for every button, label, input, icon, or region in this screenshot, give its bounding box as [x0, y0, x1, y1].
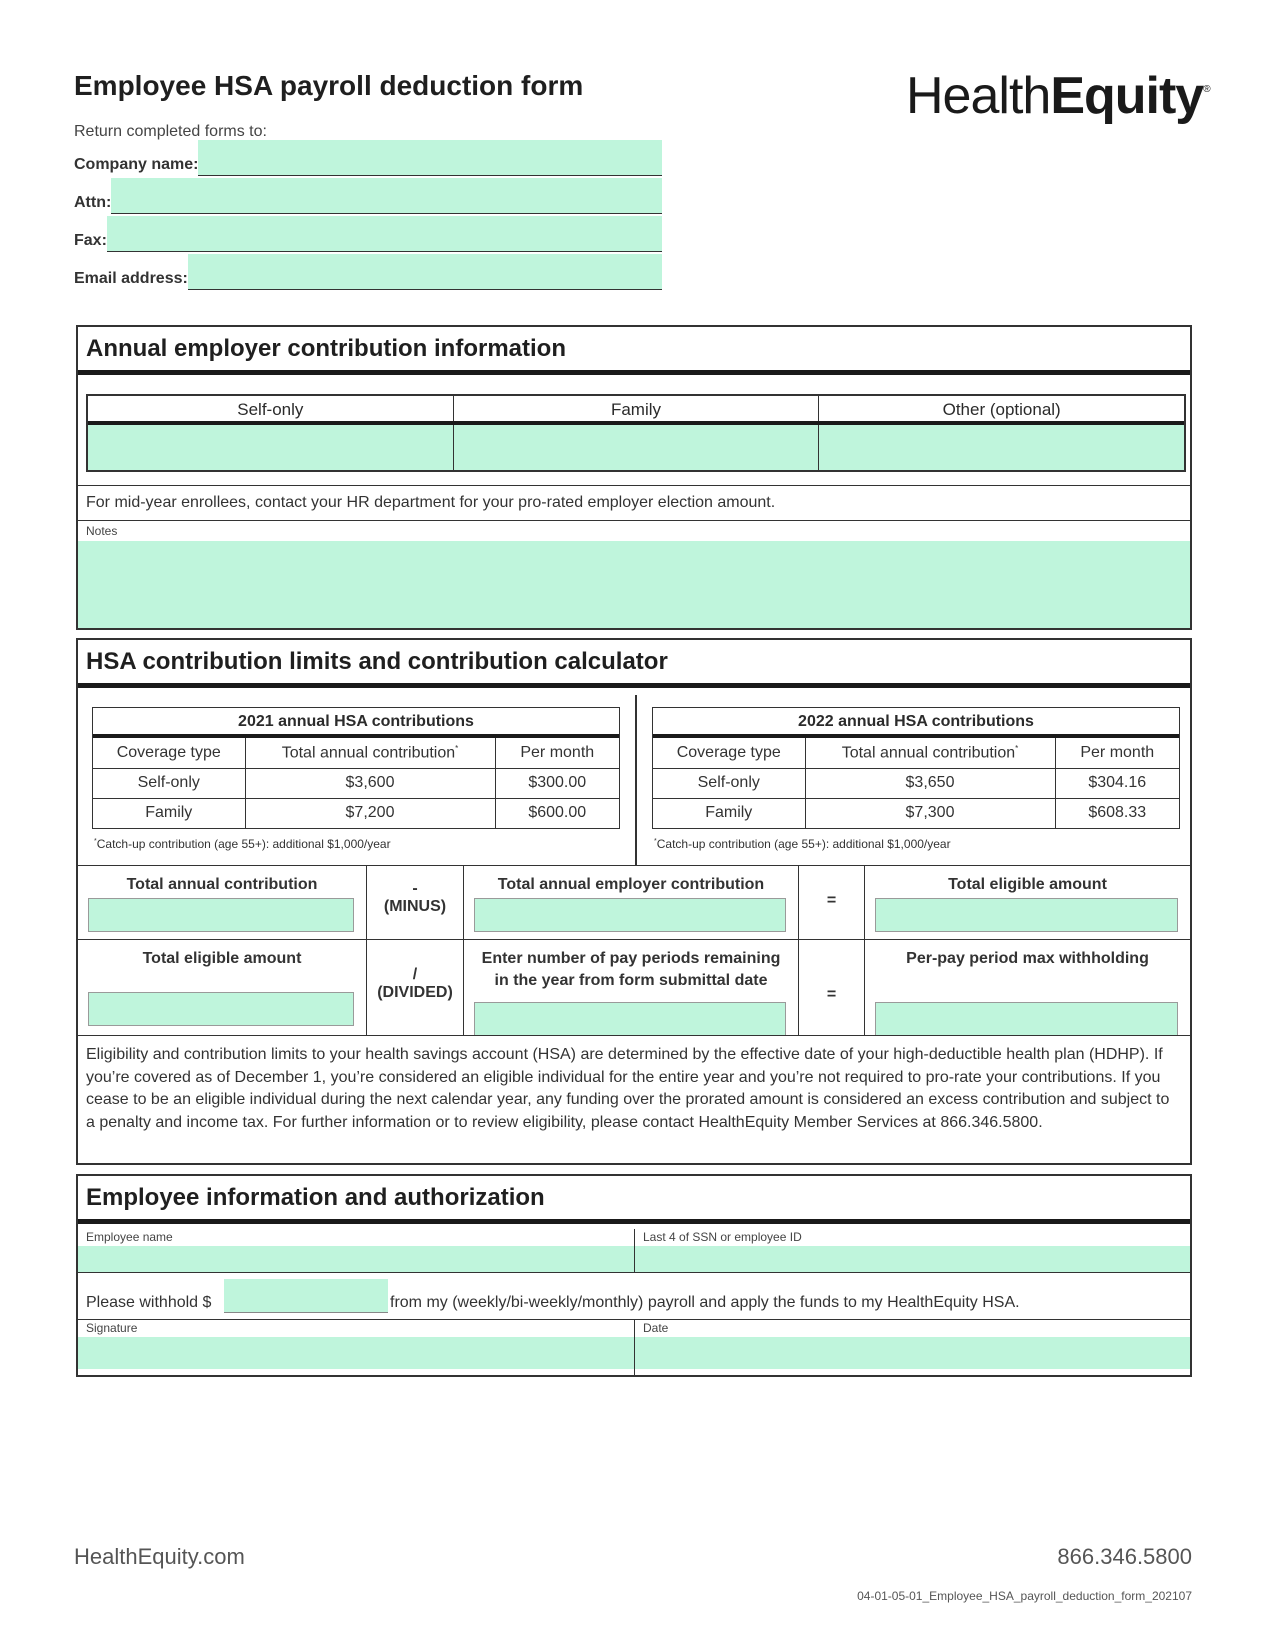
withhold-suffix: from my (weekly/bi-weekly/monthly) payroll and apply the funds to my HealthEquity HSA.: [390, 1294, 1020, 1311]
calc-employer-contribution: [464, 866, 799, 939]
attn-field[interactable]: [111, 178, 662, 214]
ssn-label: Last 4 of SSN or employee ID: [643, 1230, 802, 1244]
divide-word: (DIVIDED): [377, 984, 453, 1001]
header-coverage-type: Coverage type: [93, 738, 245, 768]
calc-max-withholding: [865, 940, 1190, 1035]
attn-label: Attn:: [74, 194, 112, 211]
date-field[interactable]: [635, 1337, 1190, 1369]
cell-monthly: $600.00: [495, 798, 619, 828]
logo-text-bold: Equity: [1050, 67, 1204, 125]
calculator-section: [76, 638, 1192, 1165]
employer-contribution-inputs: [88, 425, 1184, 470]
header-total-annual: Total annual contribution*: [805, 738, 1055, 768]
employer-contribution-table: [86, 394, 1186, 472]
employee-section: [76, 1174, 1192, 1377]
divide-symbol: /: [412, 966, 418, 983]
signature-label: Signature: [86, 1321, 138, 1335]
catchup-footnote-2022: *Catch-up contribution (age 55+): additional $1,000/year: [654, 837, 951, 851]
calc-pay-periods: [464, 940, 799, 1035]
calc-label-line1: Enter number of pay periods remaining: [481, 950, 781, 967]
withhold-amount-field[interactable]: [224, 1279, 388, 1313]
max-withholding-result[interactable]: [875, 1002, 1178, 1036]
equals-symbol: =: [826, 986, 837, 1003]
calc-label: Total annual employer contribution: [497, 876, 765, 893]
cell-monthly: $304.16: [1055, 768, 1179, 798]
header-per-month: Per month: [1080, 743, 1155, 761]
footer-form-code: 04-01-05-01_Employee_HSA_payroll_deduction_form_202107: [857, 1589, 1192, 1603]
employee-name-group: [78, 1229, 635, 1272]
calc-total-annual: [78, 866, 367, 939]
notes-label: Notes: [86, 524, 118, 538]
cell-annual: $3,600: [245, 768, 495, 798]
cell-monthly: $300.00: [495, 768, 619, 798]
company-name-row: [74, 140, 662, 176]
employee-name-label: Employee name: [86, 1230, 173, 1244]
date-group: [635, 1320, 1190, 1375]
pay-periods-input[interactable]: [474, 1002, 786, 1036]
calc-equals-2: [799, 940, 865, 1035]
cell-annual: $7,200: [245, 798, 495, 828]
eligible-amount-input[interactable]: [88, 992, 354, 1026]
employee-name-field[interactable]: [78, 1246, 634, 1272]
table-divider: [635, 695, 637, 865]
signature-field[interactable]: [78, 1337, 634, 1369]
cell-coverage: Family: [93, 798, 245, 828]
minus-symbol: -: [412, 880, 418, 897]
column-family: Family: [454, 396, 820, 421]
email-field[interactable]: [188, 254, 662, 290]
cell-coverage: Self-only: [93, 768, 245, 798]
form-title: Employee HSA payroll deduction form: [74, 70, 584, 101]
registered-mark: ®: [1203, 84, 1210, 95]
limits-table-2022: [652, 707, 1180, 829]
calc-label: Per-pay period max withholding: [906, 950, 1149, 967]
employer-contribution-heading: Annual employer contribution information: [78, 327, 1190, 375]
email-label: Email address:: [74, 270, 188, 287]
ssn-field[interactable]: [635, 1246, 1190, 1272]
withhold-prefix: Please withhold $: [86, 1294, 212, 1311]
catchup-footnote-2021: *Catch-up contribution (age 55+): additional $1,000/year: [94, 837, 391, 851]
footer-website: HealthEquity.com: [74, 1544, 245, 1569]
fax-label: Fax:: [74, 232, 107, 249]
limits-table-2021: [92, 707, 620, 829]
fax-field[interactable]: [107, 216, 662, 252]
calculator-row-divide: [78, 939, 1190, 1035]
eligibility-disclaimer: Eligibility and contribution limits to your health savings account (HSA) are determined by the effective date of your high-deductible health plan (HDHP). If you’re covered as of December 1, you’re considered an eligible individual for the entire year and you’re not required to pro-rate your contributions. If you cease to be an eligible individual during the next calendar year, any funding over the prorated amount is considered an excess contribution and subject to a penalty and income tax. For further information or to review eligibility, please contact HealthEquity Member Services at 866.346.5800.: [78, 1035, 1190, 1134]
company-name-label: Company name:: [74, 156, 199, 173]
calc-eligible-amount-2: [78, 940, 367, 1035]
table-row: [93, 798, 619, 828]
healthequity-logo: [906, 66, 1210, 126]
column-self-only: Self-only: [88, 396, 454, 421]
calc-label: Total eligible amount: [142, 950, 302, 967]
logo-text-light: Health: [906, 67, 1051, 125]
calc-label: Total eligible amount: [948, 876, 1107, 893]
table-row: [653, 798, 1179, 828]
equals-symbol: =: [826, 892, 837, 909]
limits-caption: 2021 annual HSA contributions: [93, 708, 619, 738]
column-other: Other (optional): [942, 400, 1061, 419]
header-total-annual: Total annual contribution*: [245, 738, 495, 768]
footer-phone: 866.346.5800: [1057, 1544, 1192, 1569]
minus-word: (MINUS): [383, 898, 447, 915]
self-only-amount-field[interactable]: [88, 425, 454, 470]
attn-row: [74, 178, 662, 214]
company-name-field[interactable]: [198, 140, 662, 176]
employer-contribution-input[interactable]: [474, 898, 786, 932]
table-row: [653, 768, 1179, 798]
return-forms-label: Return completed forms to:: [74, 123, 267, 140]
cell-annual: $7,300: [805, 798, 1055, 828]
calc-label: Total annual contribution: [126, 876, 318, 893]
calc-label-line2: in the year from form submittal date: [494, 972, 768, 989]
signature-group: [78, 1320, 635, 1375]
table-row: [93, 768, 619, 798]
employer-contribution-section: [76, 325, 1192, 630]
email-row: [74, 254, 662, 290]
ssn-group: [635, 1229, 1190, 1272]
other-amount-field[interactable]: [819, 425, 1184, 470]
date-label: Date: [643, 1321, 669, 1335]
calculator-heading: HSA contribution limits and contribution calculator: [78, 640, 1190, 688]
family-amount-field[interactable]: [454, 425, 820, 470]
employee-heading: Employee information and authorization: [78, 1176, 1190, 1224]
calculator-row-minus: [78, 865, 1190, 939]
eligible-amount-result[interactable]: [875, 898, 1178, 932]
calc-operator-minus: [367, 866, 464, 939]
employer-contribution-header: [88, 396, 1184, 425]
calc-equals: [799, 866, 865, 939]
cell-monthly: $608.33: [1055, 798, 1179, 828]
cell-coverage: Self-only: [653, 768, 805, 798]
header-coverage-type: Coverage type: [653, 738, 805, 768]
fax-row: [74, 216, 662, 252]
midyear-note: For mid-year enrollees, contact your HR department for your pro-rated employer election amount.: [78, 485, 1190, 521]
cell-coverage: Family: [653, 798, 805, 828]
header-per-month: Per month: [520, 743, 595, 761]
withhold-row: [78, 1272, 1190, 1320]
calc-eligible-amount: [865, 866, 1190, 939]
notes-field[interactable]: [78, 541, 1190, 628]
cell-annual: $3,650: [805, 768, 1055, 798]
calc-operator-divide: [367, 940, 464, 1035]
total-annual-contribution-input[interactable]: [88, 898, 354, 932]
limits-caption: 2022 annual HSA contributions: [653, 708, 1179, 738]
